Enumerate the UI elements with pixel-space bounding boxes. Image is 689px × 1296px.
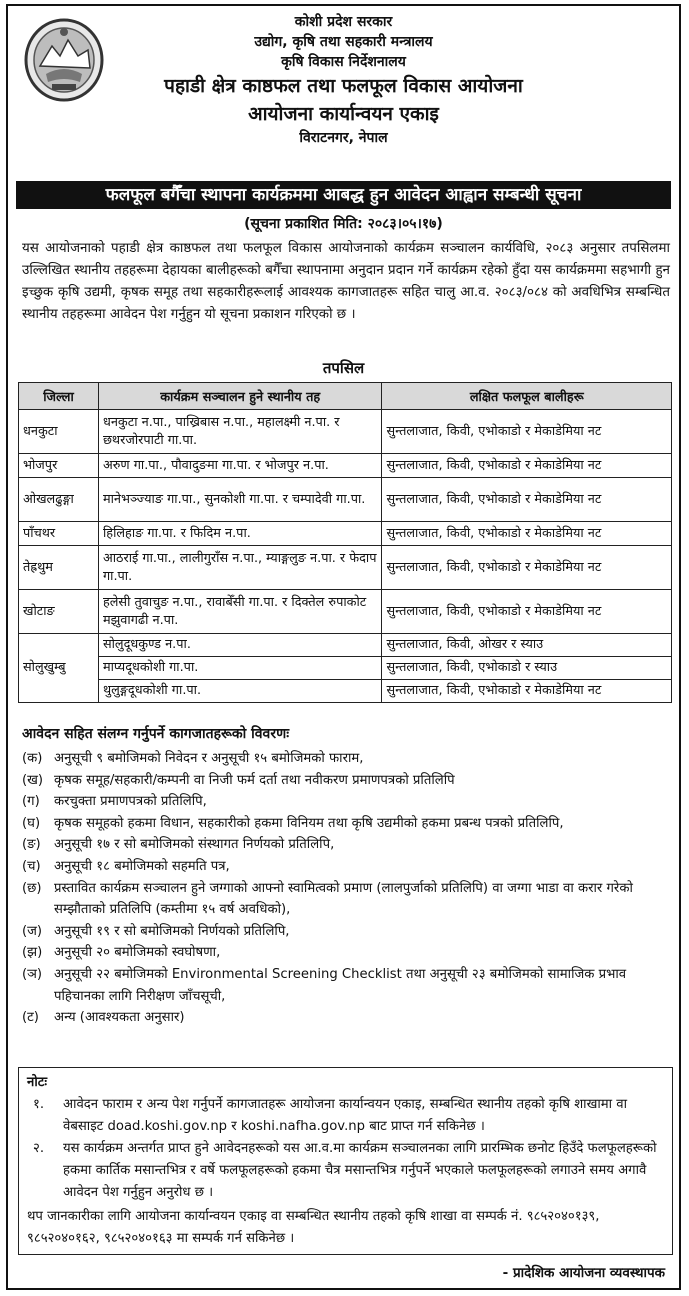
- item-text: अन्य (आवश्यकता अनुसार): [54, 1010, 185, 1026]
- table-row: [19, 410, 672, 454]
- note-item: [27, 1094, 664, 1138]
- local-level-cell: हलेसी तुवाचुङ न.पा., रावाबेँसी गा.पा. र दिक्तेल रुपाकोट मझुवागढी न.पा.: [98, 590, 382, 634]
- local-level-cell: सोलुदूधकुण्ड न.पा.: [98, 634, 382, 657]
- item-marker: (ख): [22, 772, 44, 788]
- list-item: [22, 921, 674, 943]
- published-date: (सूचना प्रकाशित मिति: २०८३।०५।१७): [244, 216, 443, 232]
- list-item: [22, 834, 674, 856]
- item-text: अनुसूची २० बमोजिमको स्वघोषणा,: [54, 945, 221, 961]
- list-item: [22, 856, 674, 878]
- list-item: [22, 791, 674, 813]
- item-text: प्रस्तावित कार्यक्रम सञ्चालन हुने जग्गाको आफ्नो स्वामित्वको प्रमाण (लालपुर्जाको प्रतिलिपि) वा जग्गा भाडा वा करार गरेको सम्झौताको प्रतिलिपि (कम्तीमा १५ वर्ष अवधिको),: [54, 880, 633, 918]
- local-level-cell: माप्यदूधकोशी गा.पा.: [98, 657, 382, 680]
- item-marker: (घ): [22, 815, 41, 831]
- local-level-cell: हिलिहाङ गा.पा. र फिदिम न.पा.: [98, 522, 382, 546]
- crops-cell: सुन्तलाजात, किवी, ओखर र स्याउ: [382, 634, 672, 657]
- intro-paragraph: यस आयोजनाको पहाडी क्षेत्र काष्ठफल तथा फलफूल विकास आयोजनाको कार्यक्रम सञ्चालन कार्यविधि, २०८३ अनुसार तपसिलमा उल्लिखित स्थानीय तहहरूमा देहायका बालीहरूको बगैँचा स्थापनामा अनुदान प्रदान गर्ने कार्यक्रम रहेको हुँदा यस कार्यक्रममा सहभागी हुन इच्छुक कृषि उद्यमी, कृषक समूह तथा सहकारीहरूलाई आवश्यक कागजातहरू सहित चालु आ.व. २०८३/०८४ को अवधिभित्र सम्बन्धित स्थानीय तहहरूमा आवेदन पेश गर्नुहुन यो सूचना प्रकाशन गरिएको छ ।: [22, 241, 670, 322]
- documents-list: [22, 748, 674, 1029]
- column-header: कार्यक्रम सञ्चालन हुने स्थानीय तह: [98, 383, 382, 410]
- item-text: कृषक समूह/सहकारी/कम्पनी वा निजी फर्म दर्ता तथा नवीकरण प्रमाणपत्रको प्रतिलिपि: [54, 772, 455, 788]
- table-row: [19, 680, 672, 703]
- table-row: [19, 634, 672, 657]
- item-marker: (ग): [22, 794, 40, 810]
- local-level-cell: आठराई गा.पा., लालीगुराँस न.पा., म्याङ्गलुङ न.पा. र फेदाप गा.पा.: [98, 546, 382, 590]
- list-item: [22, 878, 674, 921]
- crops-cell: सुन्तलाजात, किवी, एभोकाडो र मेकाडेमिया नट: [382, 522, 672, 546]
- item-text: अनुसूची १८ बमोजिमको सहमति पत्र,: [54, 858, 230, 874]
- list-item: [22, 748, 674, 770]
- item-text: अनुसूची १७ र सो बमोजिमको संस्थागत निर्णयको प्रतिलिपि,: [54, 837, 335, 853]
- list-item: [22, 964, 674, 1007]
- notes-box: [18, 1067, 673, 1255]
- item-marker: (क): [22, 751, 43, 766]
- item-marker: (च): [22, 858, 41, 874]
- item-marker: (झ): [22, 945, 43, 961]
- table-header-row: [19, 383, 672, 410]
- notice-title: फलफूल बगैँचा स्थापना कार्यक्रममा आबद्ध हुन आवेदन आह्वान सम्बन्धी सूचना: [16, 181, 671, 209]
- item-marker: (ङ): [22, 837, 41, 853]
- note-item: [27, 1138, 664, 1204]
- table-row: [19, 522, 672, 546]
- item-text: अनुसूची १९ र सो बमोजिमको निर्णयको प्रतिलिपि,: [54, 923, 290, 939]
- list-item: [22, 770, 674, 792]
- item-marker: २.: [33, 1141, 45, 1156]
- district-cell: खोटाङ: [19, 590, 99, 634]
- table-row: [19, 590, 672, 634]
- crops-cell: सुन्तलाजात, किवी, एभोकाडो र मेकाडेमिया नट: [382, 546, 672, 590]
- project-name: पहाडी क्षेत्र काष्ठफल तथा फलफूल विकास आयोजना: [164, 75, 523, 97]
- item-marker: (छ): [22, 880, 42, 896]
- list-item: [22, 1007, 674, 1029]
- schedule-heading: तपसिल: [322, 359, 365, 377]
- local-level-cell: मानेभञ्ज्याङ गा.पा., सुनकोशी गा.पा. र चम्पादेवी गा.पा.: [98, 478, 382, 522]
- directorate-name: कृषि विकास निर्देशनालय: [281, 54, 406, 70]
- item-marker: १.: [33, 1097, 45, 1112]
- table-row: [19, 478, 672, 522]
- district-cell: ओखलढुङ्गा: [19, 478, 99, 522]
- local-level-cell: धनकुटा न.पा., पाख्रिबास न.पा., महालक्ष्मी न.पा. र छथरजोरपाटी गा.पा.: [98, 410, 382, 454]
- notice-page: [6, 4, 681, 1290]
- contact-info: थप जानकारीका लागि आयोजना कार्यान्वयन एकाइ वा सम्बन्धित स्थानीय तहको कृषि शाखा वा सम्पर्क नं. ९८५२०४०१३९, ९८५२०४०१६२, ९८५२०४०१६३ मा सम्पर्क गर्न सकिनेछ ।: [27, 1209, 600, 1246]
- district-cell: भोजपुर: [19, 454, 99, 478]
- unit-name: आयोजना कार्यान्वयन एकाइ: [248, 103, 439, 125]
- local-level-cell: थुलुङ्गदूधकोशी गा.पा.: [98, 680, 382, 703]
- crops-cell: सुन्तलाजात, किवी, एभोकाडो र मेकाडेमिया नट: [382, 478, 672, 522]
- column-header: जिल्ला: [19, 383, 99, 410]
- item-text: आवेदन फाराम र अन्य पेश गर्नुपर्ने कागजातहरू आयोजना कार्यान्वयन एकाइ, सम्बन्धित स्थानीय तहको कृषि शाखामा वा वेबसाइट doad.koshi.gov.np र koshi.nafha.gov.np बाट प्राप्त गर्न सकिनेछ ।: [63, 1097, 628, 1134]
- crops-cell: सुन्तलाजात, किवी, एभोकाडो र मेकाडेमिया नट: [382, 454, 672, 478]
- item-text: कृषक समूहको हकमा विधान, सहकारीको हकमा विनियम तथा कृषि उद्यमीको हकमा प्रबन्ध पत्रको प्रतिलिपि,: [54, 815, 564, 831]
- crops-cell: सुन्तलाजात, किवी, एभोकाडो र मेकाडेमिया नट: [382, 680, 672, 703]
- table-row: [19, 546, 672, 590]
- table-row: [19, 454, 672, 478]
- documents-heading: आवेदन सहित संलग्न गर्नुपर्ने कागजातहरूको विवरणः: [22, 726, 290, 742]
- item-text: यस कार्यक्रम अन्तर्गत प्राप्त हुने आवेदनहरूको यस आ.व.मा कार्यक्रम सञ्चालनका लागि प्रारम्भिक छनोट हिउँदे फलफूलहरूको हकमा कार्तिक मसान्तभित्र र वर्षे फलफूलहरूको हकमा चैत्र मसान्तभित्र गर्नुपर्ने भएकाले फलफूलहरूको लगाउने समय अगावै आवेदन पेश गर्नुहुन अनुरोध छ ।: [63, 1141, 657, 1200]
- signoff: - प्रादेशिक आयोजना व्यवस्थापक: [502, 1265, 665, 1281]
- item-marker: (ट): [22, 1010, 39, 1026]
- item-marker: (ञ): [22, 966, 43, 982]
- crops-cell: सुन्तलाजात, किवी, एभोकाडो र स्याउ: [382, 657, 672, 680]
- item-marker: (ज): [22, 923, 43, 939]
- district-cell: तेह्रथुम: [19, 546, 99, 590]
- list-item: [22, 813, 674, 835]
- local-level-cell: अरुण गा.पा., पौवादुङमा गा.पा. र भोजपुर न.पा.: [98, 454, 382, 478]
- ministry-name: उद्योग, कृषि तथा सहकारी मन्त्रालय: [254, 34, 433, 50]
- government-name: कोशी प्रदेश सरकार: [294, 14, 393, 30]
- list-item: [22, 942, 674, 964]
- crops-cell: सुन्तलाजात, किवी, एभोकाडो र मेकाडेमिया नट: [382, 590, 672, 634]
- table-row: [19, 657, 672, 680]
- item-text: अनुसूची ९ बमोजिमको निवेदन र अनुसूची १५ बमोजिमको फाराम,: [54, 751, 364, 766]
- crops-cell: सुन्तलाजात, किवी, एभोकाडो र मेकाडेमिया नट: [382, 410, 672, 454]
- program-table: [18, 382, 672, 703]
- district-cell: सोलुखुम्बु: [19, 634, 99, 703]
- column-header: लक्षित फलफूल बालीहरू: [382, 383, 672, 410]
- item-text: करचुक्ता प्रमाणपत्रको प्रतिलिपि,: [54, 794, 207, 810]
- district-cell: धनकुटा: [19, 410, 99, 454]
- district-cell: पाँचथर: [19, 522, 99, 546]
- notes-title: नोटः: [27, 1075, 48, 1090]
- location: विराटनगर, नेपाल: [299, 130, 388, 146]
- item-text: अनुसूची २२ बमोजिमको Environmental Screening Checklist तथा अनुसूची २३ बमोजिमको सामाजिक प्रभाव पहिचानका लागि निरीक्षण जाँचसूची,: [54, 966, 627, 1004]
- letterhead: [8, 12, 679, 148]
